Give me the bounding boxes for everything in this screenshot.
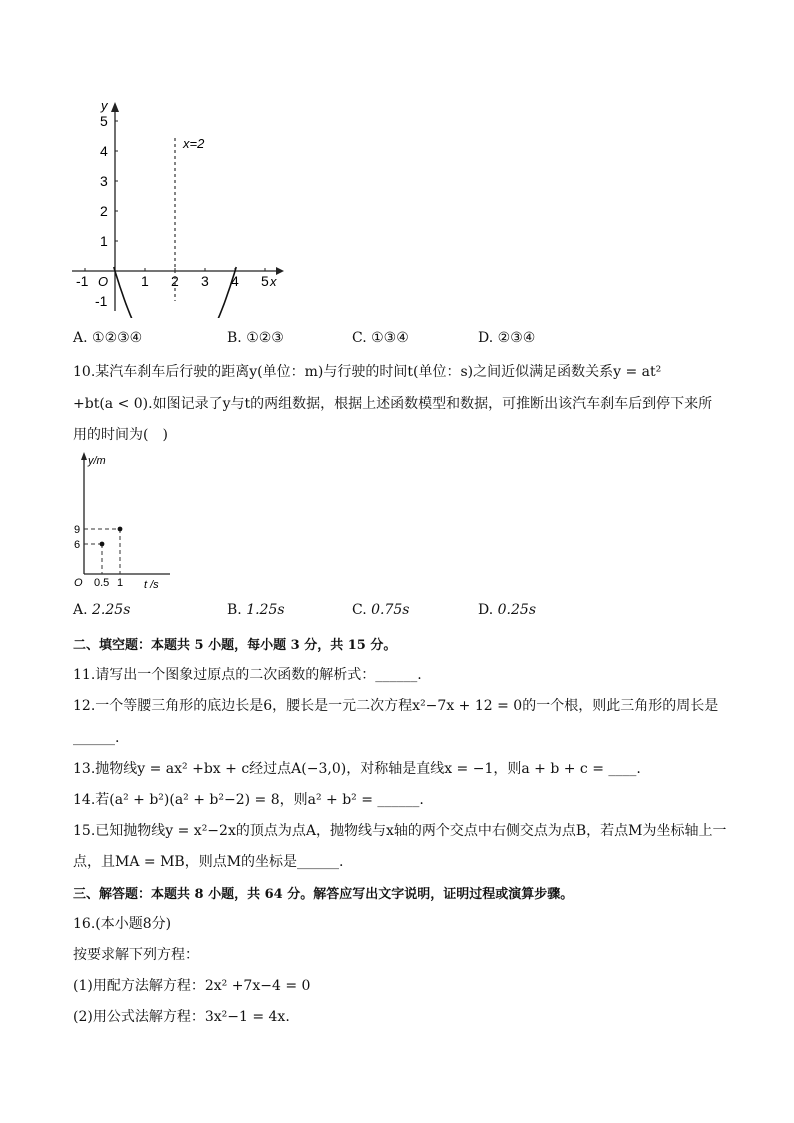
q10-option-d-letter: D. [478, 602, 494, 618]
q14-text: 14.若(a² + b²)(a² + b²−2) = 8，则a² + b² = ______. [73, 792, 424, 808]
q10-option-b-text: 1.25s [246, 602, 285, 618]
q10-option-b-letter: B. [227, 602, 242, 618]
section-3-heading: 三、解答题：本题共 8 小题，共 64 分。解答应写出文字说明，证明过程或演算步骤。 [73, 887, 574, 902]
q9-x-tick-label: 1 [141, 273, 149, 289]
q10-x-axis-label: t /s [144, 579, 159, 591]
q9-option-c-letter: C. [352, 330, 367, 346]
q10-option-c-text: 0.75s [371, 602, 410, 618]
q10-option-a-letter: A. [73, 602, 88, 618]
q9-parabola-graph [62, 96, 292, 318]
q10-data-point [118, 527, 123, 532]
q9-y-tick-label: 2 [100, 203, 108, 219]
q10-option-b[interactable] [227, 602, 285, 618]
q9-y-axis-arrow [111, 102, 119, 112]
q10-y-tick-label: 6 [74, 539, 81, 551]
q13-text: 13.抛物线y = ax² +bx + c经过点A(−3,0)，对称轴是直线x = −1，则a + b + c = ____. [73, 761, 641, 777]
q9-x-axis-arrow [276, 267, 284, 275]
q9-x-tick-label: -1 [76, 273, 89, 289]
q10-option-a[interactable] [73, 602, 130, 618]
q9-option-a-text: ①②③④ [92, 330, 143, 346]
q10-stem-line-2: +bt(a < 0).如图记录了y与t的两组数据，根据上述函数模型和数据，可推断出该汽车刹车后到停下来所 [73, 396, 713, 412]
q9-y-tick-label: 1 [100, 233, 108, 249]
q9-symmetry-label: x=2 [183, 136, 205, 151]
q10-stem-line-3: 用的时间为( ) [73, 427, 168, 443]
section-2-heading: 二、填空题：本题共 5 小题，每小题 3 分，共 15 分。 [73, 638, 397, 653]
q10-option-a-text: 2.25s [92, 602, 131, 618]
q9-x-tick-label: 5 [261, 273, 269, 289]
q9-y-neg-tick-label: -1 [95, 293, 108, 309]
q12-line-2: ______. [73, 730, 120, 746]
q10-y-axis-label: y/m [88, 455, 106, 467]
q10-y-tick-label: 9 [74, 524, 81, 536]
q9-y-tick-label: 4 [100, 143, 108, 159]
q10-x-tick-label: 0.5 [94, 577, 110, 589]
q16-part-1: (1)用配方法解方程：2x² +7x−4 = 0 [73, 978, 311, 994]
q9-option-d[interactable] [478, 330, 535, 346]
q15-line-1: 15.已知抛物线y = x²−2x的顶点为点A，抛物线与x轴的两个交点中右侧交点为点B，若点M为坐标轴上一 [73, 823, 727, 839]
q10-y-axis-arrow [81, 452, 87, 460]
q9-option-b[interactable] [227, 330, 284, 346]
q9-option-b-letter: B. [227, 330, 242, 346]
q9-y-tick-label: 5 [100, 113, 108, 129]
q11-text: 11.请写出一个图象过原点的二次函数的解析式：______. [73, 667, 422, 683]
q10-origin-label: O [74, 577, 83, 589]
q9-option-a-letter: A. [73, 330, 88, 346]
q9-option-c-text: ①③④ [371, 330, 409, 346]
q10-option-c[interactable] [352, 602, 409, 618]
q9-y-tick-label: 3 [100, 173, 108, 189]
q10-option-d[interactable] [478, 602, 536, 618]
q16-part-2: (2)用公式法解方程：3x²−1 = 4x. [73, 1009, 290, 1025]
q16-intro: 按要求解下列方程： [73, 947, 199, 963]
q10-data-point [100, 542, 105, 547]
q9-option-b-text: ①②③ [246, 330, 284, 346]
q16-title: 16.(本小题8分) [73, 916, 172, 932]
q9-option-c[interactable] [352, 330, 409, 346]
q12-line-1: 12.一个等腰三角形的底边长是6，腰长是一元二次方程x²−7x + 12 = 0的一个根，则此三角形的周长是 [73, 698, 719, 714]
q10-stem-line-1: 10.某汽车刹车后行驶的距离y(单位：m)与行驶的时间t(单位：s)之间近似满足函数关系y = at² [73, 364, 662, 380]
q9-x-tick-label: 3 [201, 273, 209, 289]
q9-option-a[interactable] [73, 330, 142, 346]
q9-option-d-text: ②③④ [497, 330, 536, 346]
q9-origin-label: O [98, 274, 109, 289]
q10-data-graph [70, 450, 180, 595]
q9-option-d-letter: D. [478, 330, 494, 346]
q9-x-tick-label: 2 [171, 273, 179, 289]
q9-x-tick-label: 4 [231, 273, 239, 289]
q10-x-tick-label: 1 [117, 577, 124, 589]
q9-x-axis-label: x [270, 274, 277, 289]
q15-line-2: 点，且MA = MB，则点M的坐标是______. [73, 854, 344, 870]
q10-option-d-text: 0.25s [497, 602, 536, 618]
q10-option-c-letter: C. [352, 602, 367, 618]
q9-y-axis-label: y [101, 98, 108, 113]
